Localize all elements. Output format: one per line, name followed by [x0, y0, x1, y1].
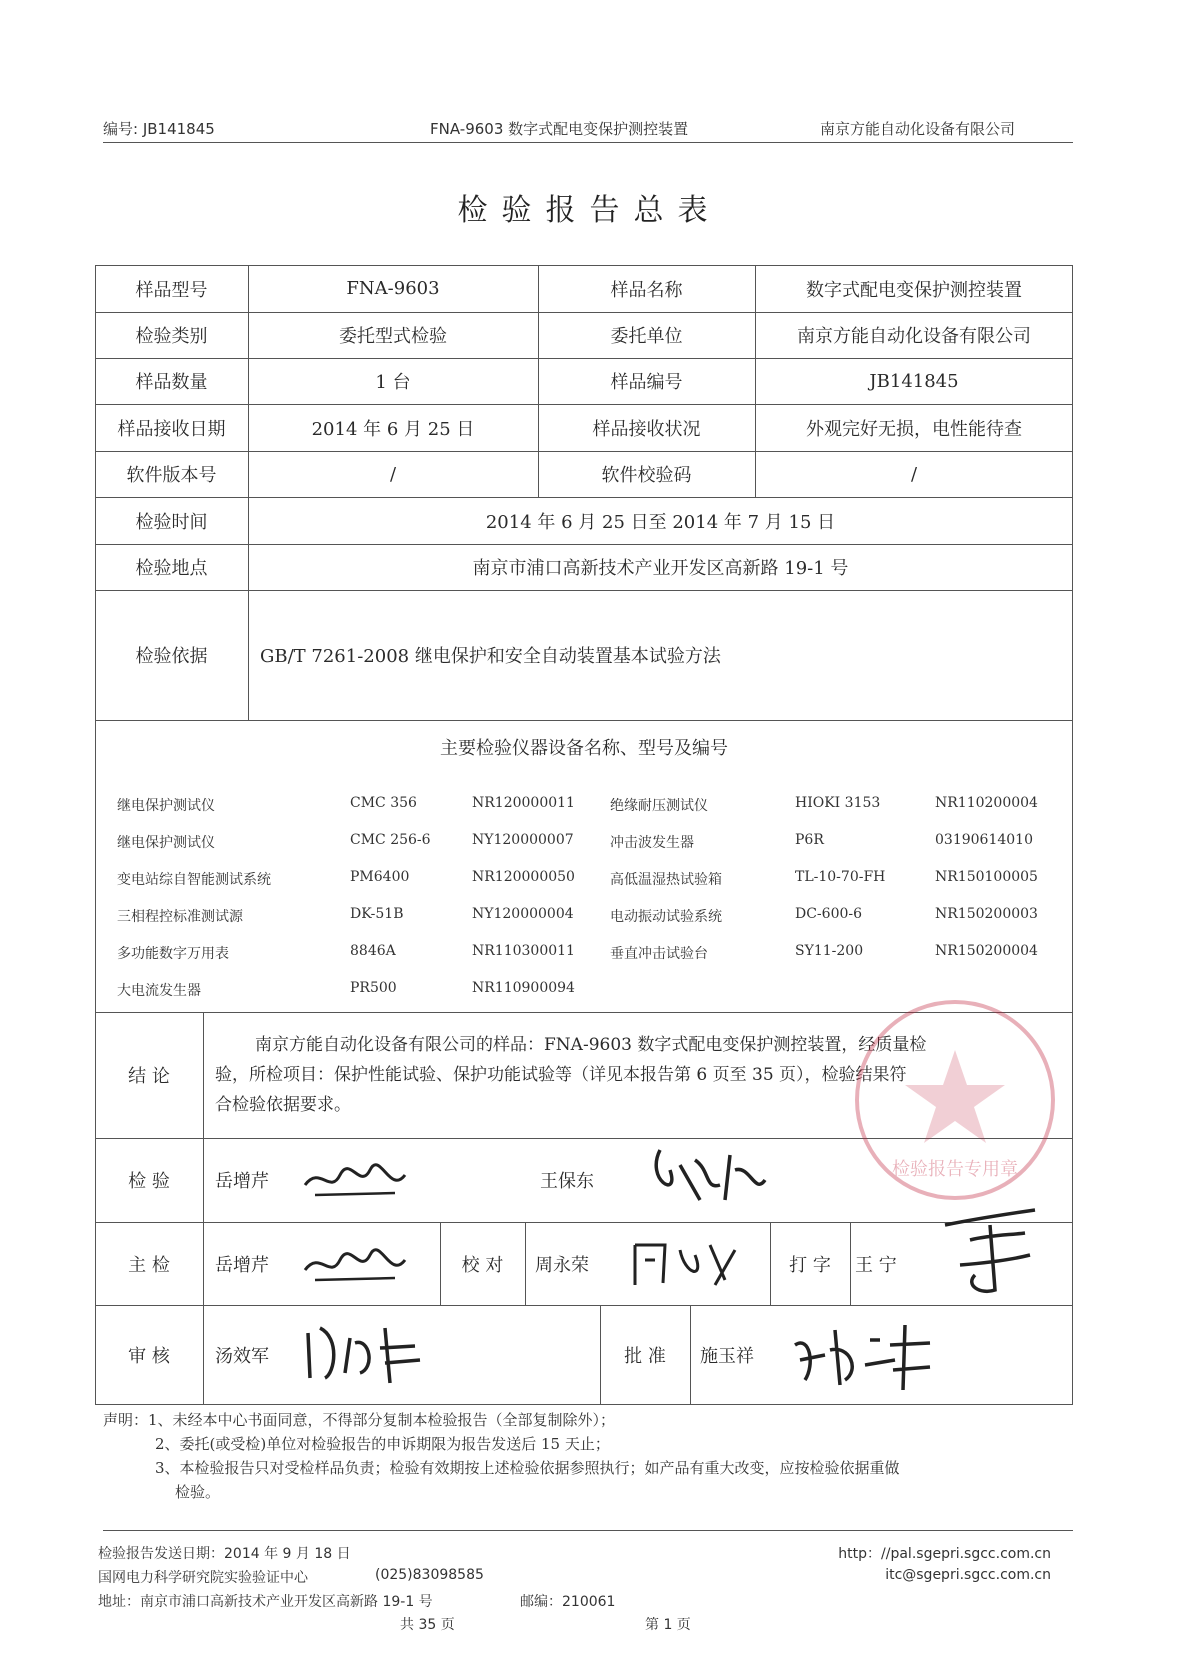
instrument-no: NR110300011 [472, 943, 575, 959]
email-link[interactable]: itc@sgepri.sgcc.com.cn [885, 1567, 1051, 1583]
instruments-title: 主要检验仪器设备名称、型号及编号 [440, 738, 728, 759]
header-rule [103, 142, 1073, 143]
sw-checksum-value: / [910, 463, 918, 485]
proofer-name: 周永荣 [535, 1254, 589, 1276]
quantity-value: 1 台 [375, 372, 411, 393]
reviewer-name: 汤效军 [215, 1346, 269, 1367]
instrument-no: 03190614010 [935, 832, 1033, 848]
client-value: 南京方能自动化设备有限公司 [797, 326, 1031, 347]
approver-name: 施玉祥 [700, 1346, 754, 1367]
receive-date-value: 2014 年 6 月 25 日 [311, 418, 475, 440]
org-phone: (025)83098585 [375, 1567, 484, 1583]
instrument-model: SY11-200 [795, 943, 864, 959]
sw-version-label: 软件版本号 [126, 465, 217, 486]
footer-rule [103, 1530, 1073, 1531]
page-title: 检验报告总表 [457, 193, 722, 228]
typist-name: 王 宁 [855, 1254, 897, 1276]
website-link[interactable]: http：//pal.sgepri.sgcc.com.cn [838, 1546, 1051, 1562]
note-3: 3、本检验报告只对受检样品负责；检验有效期按上述检验依据参照执行；如产品有重大改变，应按检验依据重做 [155, 1459, 900, 1477]
instrument-model: 8846A [350, 943, 396, 959]
send-date: 检验报告发送日期：2014 年 9 月 18 日 [98, 1546, 351, 1562]
test-site-value: 南京市浦口高新技术产业开发区高新路 19-1 号 [472, 558, 849, 579]
sample-model-value: FNA-9603 [346, 278, 440, 299]
receive-state-value: 外观完好无损，电性能待查 [806, 418, 1022, 440]
instrument-name: 垂直冲击试验台 [610, 946, 708, 962]
chief-label: 主 检 [128, 1254, 170, 1276]
conclusion-line: 验，所检项目：保护性能试验、保护功能试验等（详见本报告第 6 页至 35 页），检验结果符 [215, 1065, 907, 1085]
sample-name-label: 样品名称 [610, 279, 683, 301]
inspect-label: 检 验 [128, 1171, 170, 1192]
note-2: 2、委托(或受检)单位对检验报告的申诉期限为报告发送后 15 天止； [155, 1435, 610, 1453]
sample-no-value: JB141845 [869, 370, 959, 392]
instrument-no: NR120000050 [472, 869, 575, 885]
inspection-seal-stamp [850, 995, 1060, 1205]
instrument-name: 继电保护测试仪 [117, 835, 215, 851]
stamp-text: 检验报告专用章 [892, 1159, 1018, 1180]
instrument-name: 高低温湿热试验箱 [610, 872, 722, 888]
approve-label: 批 准 [624, 1346, 666, 1367]
quantity-label: 样品数量 [135, 372, 208, 393]
instrument-name: 电动振动试验系统 [610, 909, 722, 925]
instrument-model: HIOKI 3153 [795, 795, 881, 811]
instrument-model: TL-10-70-FH [795, 869, 886, 885]
receive-state-label: 样品接收状况 [592, 418, 701, 440]
instrument-name: 绝缘耐压测试仪 [610, 798, 708, 814]
org-name: 国网电力科学研究院实验验证中心 [98, 1570, 308, 1586]
test-type-value: 委托型式检验 [339, 326, 447, 347]
instrument-name: 多功能数字万用表 [117, 946, 229, 962]
instrument-name: 大电流发生器 [117, 983, 201, 999]
total-pages: 共 35 页 [400, 1617, 455, 1633]
note-1: 声明：1、未经本中心书面同意，不得部分复制本检验报告（全部复制除外）； [103, 1411, 616, 1429]
conclusion-label: 结 论 [128, 1066, 170, 1087]
address: 地址：南京市浦口高新技术产业开发区高新路 19-1 号 [98, 1594, 433, 1610]
basis-label: 检验依据 [135, 646, 208, 667]
typist-signature [940, 1205, 1040, 1300]
client-label: 委托单位 [610, 326, 683, 347]
inspector2-name: 王保东 [540, 1171, 594, 1192]
test-time-label: 检验时间 [135, 511, 208, 533]
sw-version-value: / [389, 463, 397, 485]
inspector1-name: 岳增芹 [215, 1171, 269, 1192]
basis-value: GB/T 7261-2008 继电保护和安全自动装置基本试验方法 [260, 646, 721, 667]
sw-checksum-label: 软件校验码 [601, 465, 692, 486]
conclusion-text [215, 1030, 926, 1120]
instrument-no: NY120000007 [472, 832, 574, 848]
chief-name: 岳增芹 [215, 1254, 269, 1276]
instrument-no: NR150100005 [935, 869, 1038, 885]
notes [103, 1408, 900, 1504]
instrument-no: NR150200004 [935, 943, 1038, 959]
note-4: 检验。 [175, 1483, 221, 1501]
instrument-name: 冲击波发生器 [610, 835, 694, 851]
instrument-model: CMC 356 [350, 795, 417, 811]
test-site-label: 检验地点 [135, 558, 208, 579]
review-label: 审 核 [128, 1346, 170, 1367]
instrument-model: P6R [795, 832, 824, 848]
reviewer-signature [300, 1318, 425, 1388]
test-type-label: 检验类别 [135, 326, 208, 347]
report-number: 编号: JB141845 [103, 120, 215, 138]
sample-name-value: 数字式配电变保护测控装置 [806, 279, 1022, 301]
proof-label: 校 对 [461, 1254, 504, 1276]
instrument-name: 三相程控标准测试源 [117, 909, 243, 925]
instrument-model: DC-600-6 [795, 906, 863, 922]
instrument-model: DK-51B [350, 906, 404, 922]
instrument-no: NR120000011 [472, 795, 575, 811]
receive-date-label: 样品接收日期 [117, 418, 226, 440]
instrument-model: CMC 256-6 [350, 832, 431, 848]
chief-signature [300, 1240, 410, 1290]
sample-model-label: 样品型号 [135, 279, 208, 301]
header-product: FNA-9603 数字式配电变保护测控装置 [430, 120, 689, 138]
conclusion-line: 合检验依据要求。 [215, 1095, 351, 1115]
instrument-model: PM6400 [350, 869, 410, 885]
page-number: 第 1 页 [645, 1617, 691, 1633]
proofer-signature [625, 1235, 745, 1290]
instrument-no: NR110200004 [935, 795, 1038, 811]
inspector2-signature [640, 1140, 770, 1210]
instrument-name: 继电保护测试仪 [117, 798, 215, 814]
zip-code: 邮编：210061 [520, 1594, 616, 1610]
instrument-no: NR110900094 [472, 980, 575, 996]
test-time-value: 2014 年 6 月 25 日至 2014 年 7 月 15 日 [485, 511, 836, 533]
header-company: 南京方能自动化设备有限公司 [820, 120, 1016, 138]
instrument-model: PR500 [350, 980, 397, 996]
instrument-no: NR150200003 [935, 906, 1038, 922]
instrument-no: NY120000004 [472, 906, 574, 922]
conclusion-line: 南京方能自动化设备有限公司的样品：FNA-9603 数字式配电变保护测控装置，经质量检 [255, 1035, 927, 1055]
typing-label: 打 字 [789, 1254, 831, 1276]
inspector1-signature [300, 1155, 410, 1205]
approver-signature [785, 1315, 935, 1395]
instrument-name: 变电站综自智能测试系统 [117, 872, 271, 888]
sample-no-label: 样品编号 [610, 372, 683, 393]
